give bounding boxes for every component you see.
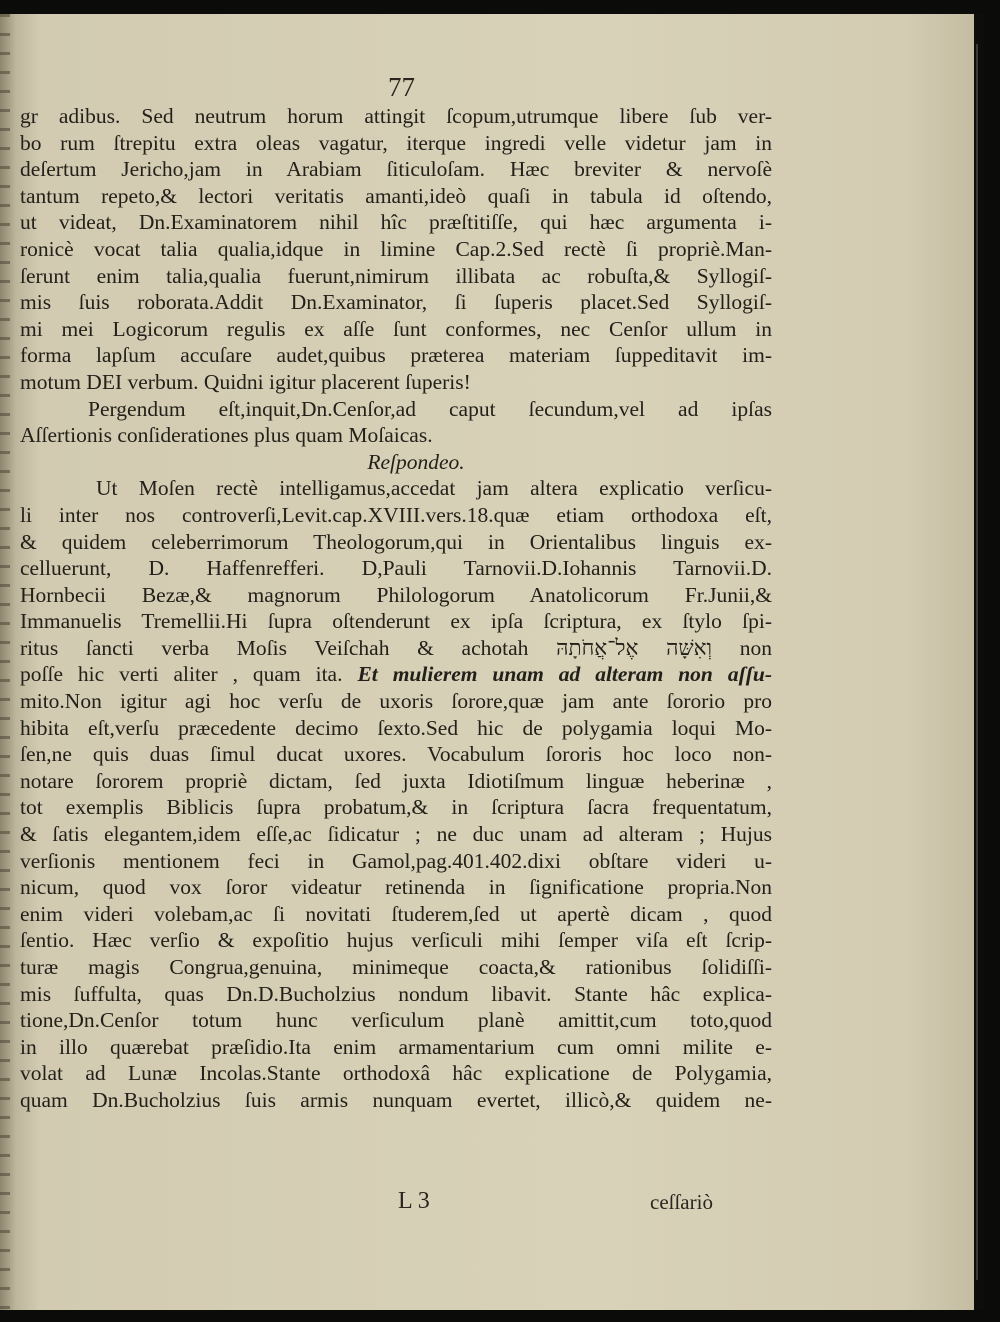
text-line: ſen,ne quis duas ſimul ducat uxores. Vocabulum ſororis hoc loco non- [20, 742, 772, 767]
text-line-italic [20, 661, 772, 688]
text-line: turæ magis Congrua,genuina, minimeque coacta,& rationibus ſolidiſſi- [20, 955, 772, 979]
text-line: motum DEI verbum. Quidni igitur placerent ſuperis! [20, 369, 471, 394]
page-gutter [0, 14, 10, 1310]
italic-phrase: Et mulierem unam ad alteram non aſſu- [357, 662, 772, 687]
text-line: ut videat, Dn.Examinatorem nihil hîc præſtitiſſe, qui hæc argumenta i- [20, 210, 772, 235]
text-line: mis ſuffulta, quas Dn.D.Bucholzius nondum libavit. Stante hâc explica- [20, 981, 772, 1006]
text-fragment: non [739, 635, 772, 660]
text-line: tantum repeto,& lectori veritatis amanti,ideò quaſi in tabula id oſtendo, [20, 183, 772, 208]
text-fragment: ritus ſancti verba Moſis Veiſchah & achotah [20, 635, 529, 660]
text-line: ſerunt enim talia,qualia fuerunt,nimirum illibata ac robuſta,& Syllogiſ- [20, 263, 772, 288]
text-line: forma lapſum accuſare audet,quibus præterea materiam ſuppeditavit im- [20, 343, 772, 368]
text-line: ſentio. Hæc verſio & expoſitio hujus verſiculi mihi ſemper viſa eſt ſcrip- [20, 928, 772, 953]
text-line: verſionis mentionem feci in Gamol,pag.401.402.dixi obſtare videri u- [20, 848, 772, 873]
body-text [20, 103, 772, 1114]
text-line: & ſatis elegantem,idem eſſe,ac ſidicatur ; ne duc unam ad alteram ; Hujus [20, 822, 772, 847]
page-number: 77 [388, 72, 415, 102]
text-line: tione,Dn.Cenſor totum hunc verſiculum planè amittit,cum toto,quod [20, 1008, 772, 1033]
signature-mark: L 3 [398, 1188, 430, 1214]
text-line: volat ad Lunæ Incolas.Stante orthodoxâ hâc explicatione de Polygamia, [20, 1061, 772, 1086]
scan-border [974, 14, 984, 1310]
text-line: deſertum Jericho,jam in Arabiam ſiticuloſam. Hæc breviter & nervoſè [20, 157, 772, 182]
text-line: nicum, quod vox ſoror videatur retinenda in ſignificatione propria.Non [20, 875, 772, 900]
text-line: mito.Non igitur agi hoc verſu de uxoris ſorore,quæ jam ante ſororio pro [20, 689, 772, 714]
text-line: Pergendum eſt,inquit,Dn.Cenſor,ad caput ſecundum,vel ad ipſas [88, 396, 772, 421]
text-line: mi mei Logicorum regulis ex aſſe ſunt conformes, nec Cenſor ullum in [20, 316, 772, 341]
text-line: mis ſuis roborata.Addit Dn.Examinator, ſi ſuperis placet.Sed Syllogiſ- [20, 290, 772, 315]
text-line: Immanuelis Tremellii.Hi ſupra oſtenderunt ex ipſa ſcriptura, ex ſtylo ſpi- [20, 609, 772, 634]
text-line: ronicè vocat talia qualia,idque in limine Cap.2.Sed rectè ſi propriè.Man- [20, 236, 772, 261]
text-line: notare ſororem propriè dictam, ſed juxta Idiotiſmum linguæ heberinæ , [20, 768, 772, 793]
text-line: li inter nos controverſi,Levit.cap.XVIII.vers.18.quæ etiam orthodoxa eſt, [20, 502, 772, 527]
text-line: quam Dn.Bucholzius ſuis armis nunquam evertet, illicò,& quidem ne- [20, 1087, 772, 1112]
text-line: Hornbecii Bezæ,& magnorum Philologorum Anatolicorum Fr.Junii,& [20, 582, 772, 607]
text-line: tot exemplis Biblicis ſupra probatum,& in ſcriptura ſacra frequentatum, [20, 795, 772, 820]
text-fragment: poſſe hic verti aliter , quam ita. [20, 662, 343, 687]
text-line: hibita eſt,verſu præcedente decimo ſexto.Sed hic de polygamia loqui Mo- [20, 715, 772, 740]
text-line: in illo quærebat præſidio.Ita enim armamentarium cum omni milite e- [20, 1034, 772, 1059]
text-line: enim videri volebam,ac ſi novitati ſtuderem,ſed ut apertè dicam , quod [20, 901, 772, 926]
book-page [0, 14, 984, 1310]
text-line: & quidem celeberrimorum Theologorum,qui in Orientalibus linguis ex- [20, 529, 772, 554]
catchword: ceſſariò [650, 1190, 713, 1214]
text-line: Aſſertionis conſiderationes plus quam Moſaicas. [20, 423, 433, 448]
text-line: celluerunt, D. Haffenrefferi. D,Pauli Tarnovii.D.Iohannis Tarnovii.D. [20, 556, 772, 581]
section-heading: Reſpondeo. [367, 449, 465, 474]
text-line-hebrew [20, 635, 772, 662]
hebrew-phrase: וְאִשָּׁה אֶל־אֲחֹתָהּ [556, 635, 713, 660]
text-line: gr adibus. Sed neutrum horum attingit ſcopum,utrumque libere ſub ver- [20, 104, 772, 128]
text-line: Ut Moſen rectè intelligamus,accedat jam altera explicatio verſicu- [96, 476, 772, 501]
text-line: bo rum ſtrepitu extra oleas vagatur, iterque ingredi velle videtur jam in [20, 130, 772, 155]
